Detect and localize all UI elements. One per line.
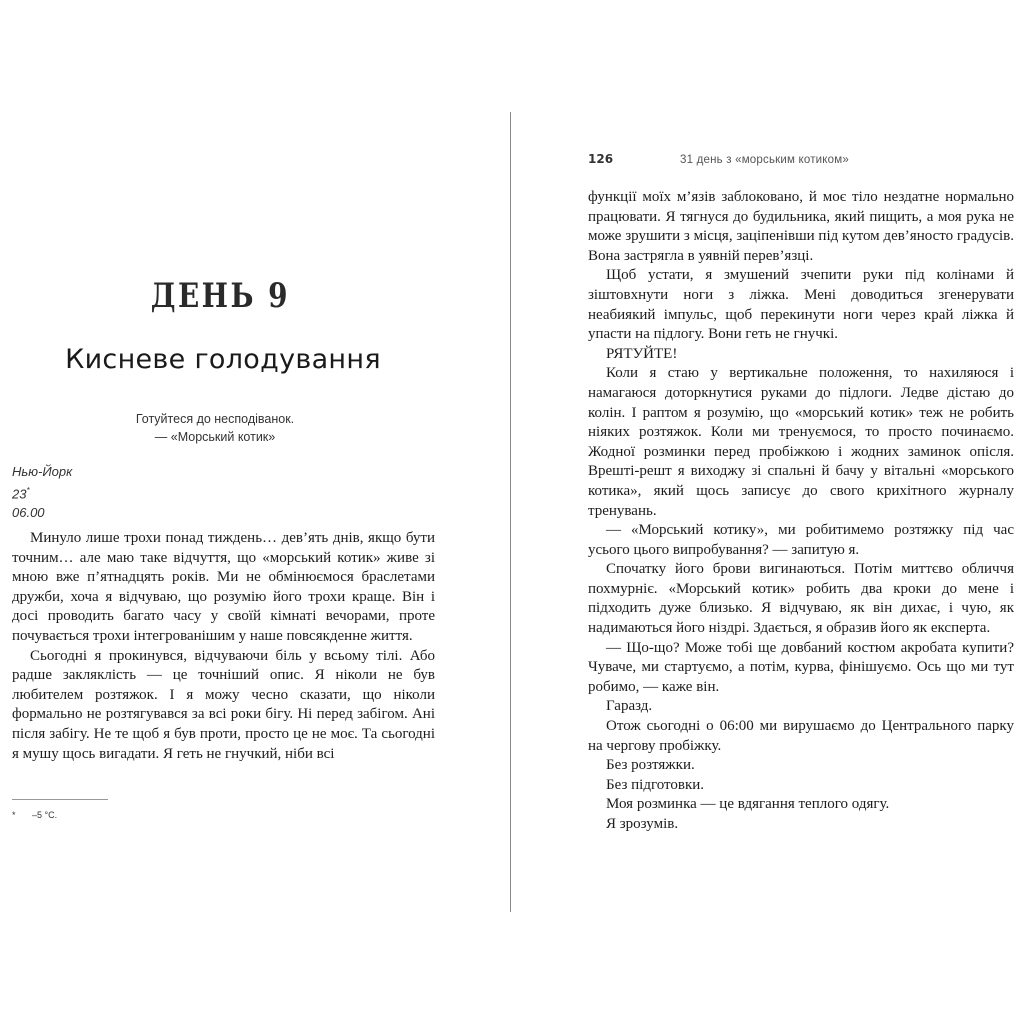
paragraph: Щоб устати, я змушений зчепити руки під колінами й зіштовхнути ноги з ліжка. Мені доводиться згенерувати неабиякий імпульс, щоб перекинути ноги через край ліжка й упасти на підлогу. Вони геть не гнучкі. [588,267,1014,343]
dateline-temperature [12,481,72,503]
right-page-body [588,188,1014,835]
paragraph: Коли я стаю у вертикальне положення, то нахиляюся і намагаюся доторкнутися руками до підлоги. Ледве дістаю до колін. І раптом я розумію, що «морський котик» теж не робить ніяких розтяжок. Коли ми тренуємося, то просто починаємо. Жодної розминки перед пробіжкою і жодних заминок опісля. Врешті-решт я виходжу зі спальні й бачу у вітальні «морського котика», який щось записує до свого крихітного журналу тренувань. [588,365,1014,519]
paragraph: Гаразд. [606,698,653,715]
chapter-number: ДЕНЬ 9 [150,276,290,316]
paragraph: Я зрозумів. [606,816,679,832]
dateline-time: 06.00 [12,505,45,521]
page-gutter-divider [510,112,511,912]
paragraph: Сьогодні я прокинувся, відчуваючи біль у всьому тілі. Або радше заклякліcть — це точніший опис. Я ніколи не був любителем розтяжок. І я можу чесно сказати, що ніколи формально не розтягувався за всі роки бігу. Ні перед забігом. Ані після забігу. Не те щоб я був проти, просто це не моє. Та сьогодні я мушу щось вигадати. Я геть не гнучкий, ніби всі [12,647,435,762]
epigraph-quote: Готуйтеся до несподіванок. [135,412,295,426]
running-head: 31 день з «морським котиком» [680,154,849,166]
paragraph: Отож сьогодні о 06:00 ми вирушаємо до Центрального парку на чергову пробіжку. [588,718,1014,754]
paragraph: Без підготовки. [606,776,705,793]
paragraph: Спочатку його брови вигинаються. Потім миттєво обличчя похмурніє. «Морський котик» робить два кроки до мене і підходить дуже близько. Я відчуваю, як він дихає, і чую, як надимаються його ніздрі. Здається, я образив його як експерта. [588,561,1014,637]
footnote-rule [12,799,108,800]
paragraph: Моя розминка — це вдягання теплого одягу. [606,796,890,813]
footnote [12,810,57,820]
paragraph: Минуло лише трохи понад тиждень… дев’ять днів, якщо бути точним… але маю таке відчуття, що «морський котик» живе зі мною вже п’ятнадцять років. Ми не обмінюємося браслетами дружби, хоча я відчуваю, що розумію його трохи краще. Він і досі проводить багато часу у своїй кімнаті вечорами, проте почувається трохи інтегрованішим у наше повсякденне життя. [12,530,435,644]
page-number: 126 [588,152,614,166]
epigraph-attribution: — «Морський котик» [154,430,276,444]
footnote-text: –5 °C. [32,810,58,820]
footnote-mark: * [12,810,16,820]
temperature-value: 23 [12,486,27,502]
paragraph: функції моїх м’язів заблоковано, й моє тіло нездатне нормально працювати. Я тягнуся до будильника, який пищить, а моя рука не може зрушити з місця, заціпенівши під кутом дев’яносто градусів. Вона застрягла в уявній перев’язці. [588,189,1014,264]
paragraph: Без розтяжки. [606,757,695,774]
temperature-footnote-mark: * [26,486,30,495]
paragraph: — Що-що? Може тобі ще довбаний костюм акробата купити? Чуваче, ми стартуємо, а потім, курва, фінішуємо. Ось що ми тут робимо, — каже він. [588,639,1014,695]
paragraph: — «Морський котику», ми робитимемо розтяжку під час усього цього випробування? — запитую я. [588,522,1014,558]
chapter-title: Кисневе голодування [65,344,381,375]
paragraph: РЯТУЙТЕ! [606,345,678,362]
left-page-body [12,529,435,764]
epigraph [0,410,430,446]
dateline [12,462,72,522]
dateline-city: Нью-Йорк [12,464,73,479]
